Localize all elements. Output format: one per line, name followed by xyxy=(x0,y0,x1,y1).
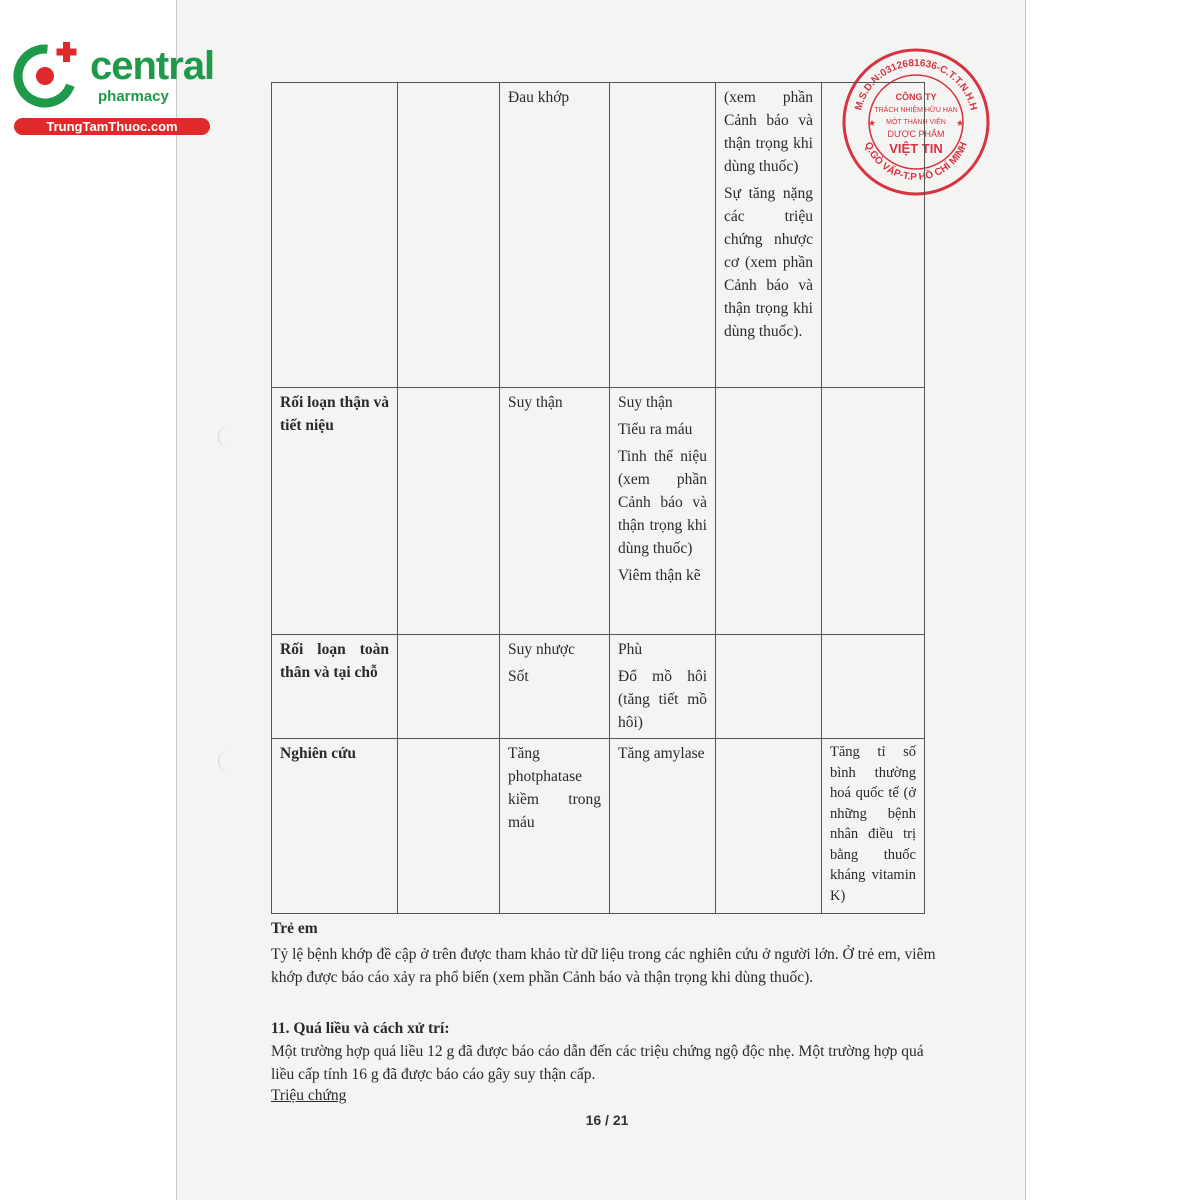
children-paragraph: Tỷ lệ bệnh khớp đề cập ở trên được tham khảo từ dữ liệu trong các nghiên cứu ở người lớn. Ở trẻ em, viêm khớp được báo cáo xảy ra phổ biến (xem phần Cảnh báo và thận trọng khi dùng thuốc). xyxy=(271,946,936,986)
cell-text: (xem phần Cảnh báo và thận trọng khi dùng thuốc) xyxy=(724,89,813,175)
table-row xyxy=(272,635,925,739)
children-heading: Trẻ em xyxy=(271,920,318,937)
cell-text: Sự tăng nặng các triệu chứng nhược cơ (xem phần Cảnh báo và thận trọng khi dùng thuốc). xyxy=(724,185,813,340)
seal-line: CÔNG TY xyxy=(895,92,937,102)
cell-text: Suy nhược xyxy=(508,641,575,658)
table-cell xyxy=(610,388,716,635)
table-cell xyxy=(500,83,610,388)
pharmacy-cross-icon xyxy=(10,38,90,118)
table-cell: Tăng amylase xyxy=(610,739,716,914)
table-cell xyxy=(822,388,925,635)
table-cell xyxy=(822,83,925,388)
table-cell xyxy=(716,739,822,914)
table-cell xyxy=(398,388,500,635)
cell-text: Sốt xyxy=(508,668,529,685)
row-category: Rối loạn thận và tiết niệu xyxy=(272,388,398,635)
cell-text: Tiểu ra máu xyxy=(618,421,693,438)
overdose-paragraph: Một trường hợp quá liều 12 g đã được báo cáo dẫn đến các triệu chứng ngộ độc nhẹ. Một trường hợp quá liều cấp tính 16 g đã được báo cáo gây suy thận cấp. xyxy=(271,1043,924,1083)
table-row xyxy=(272,83,925,388)
row-category: Nghiên cứu xyxy=(272,739,398,914)
logo-subtitle: pharmacy xyxy=(98,88,169,105)
table-row xyxy=(272,739,925,914)
adverse-effects-table xyxy=(271,82,925,914)
seal-top-text: M.S.D.N:0312681636-C.T.T.N.H.H xyxy=(853,57,979,112)
punch-hole-mark xyxy=(218,750,241,772)
seal-star-icon: ★ xyxy=(868,118,877,128)
table-cell xyxy=(716,388,822,635)
table-cell xyxy=(610,635,716,739)
section-heading: 11. Quá liều và cách xử trí: xyxy=(271,1020,450,1037)
table-cell xyxy=(716,635,822,739)
table-cell xyxy=(272,83,398,388)
seal-line: DƯỢC PHẨM xyxy=(887,129,945,139)
table-cell xyxy=(610,83,716,388)
seal-line: VIỆT TIN xyxy=(889,141,943,156)
page-number: 16 / 21 xyxy=(585,1112,629,1128)
table-cell xyxy=(398,739,500,914)
table-cell xyxy=(716,83,822,388)
punch-hole-mark xyxy=(218,426,241,448)
symptoms-heading: Triệu chứng xyxy=(271,1087,347,1104)
cell-text: Suy thận xyxy=(508,394,563,411)
row-category: Rối loạn toàn thân và tại chỗ xyxy=(272,635,398,739)
table-row xyxy=(272,388,925,635)
table-cell xyxy=(500,635,610,739)
seal-star-icon: ★ xyxy=(956,118,965,128)
cell-text: Đau khớp xyxy=(508,89,570,106)
table-cell: Tăng photphatase kiềm trong máu xyxy=(500,739,610,914)
table-cell xyxy=(500,388,610,635)
table-cell: Tăng tỉ số bình thường hoá quốc tế (ở những bệnh nhân điều trị bằng thuốc kháng vitamin K) xyxy=(822,739,925,914)
cell-text: Phù xyxy=(618,641,643,658)
seal-line: TRÁCH NHIỆM HỮU HẠN xyxy=(874,107,958,114)
cell-text: Tinh thể niệu (xem phần Cảnh báo và thận trọng khi dùng thuốc) xyxy=(618,448,707,557)
logo-site-banner: TrungTamThuoc.com xyxy=(14,118,210,135)
central-pharmacy-logo[interactable] xyxy=(10,38,215,138)
table-cell xyxy=(822,635,925,739)
seal-bottom-text: Q.GÒ VẤP-T.P HỒ CHÍ MINH xyxy=(862,140,970,184)
logo-wordmark: central xyxy=(90,44,215,88)
cell-text: Suy thận xyxy=(618,394,673,411)
table-cell xyxy=(398,83,500,388)
cell-text: Viêm thận kẽ xyxy=(618,567,701,584)
table-cell xyxy=(398,635,500,739)
cell-text: Đổ mồ hôi (tăng tiết mồ hôi) xyxy=(618,668,707,731)
seal-line: MỘT THÀNH VIÊN xyxy=(886,119,946,126)
